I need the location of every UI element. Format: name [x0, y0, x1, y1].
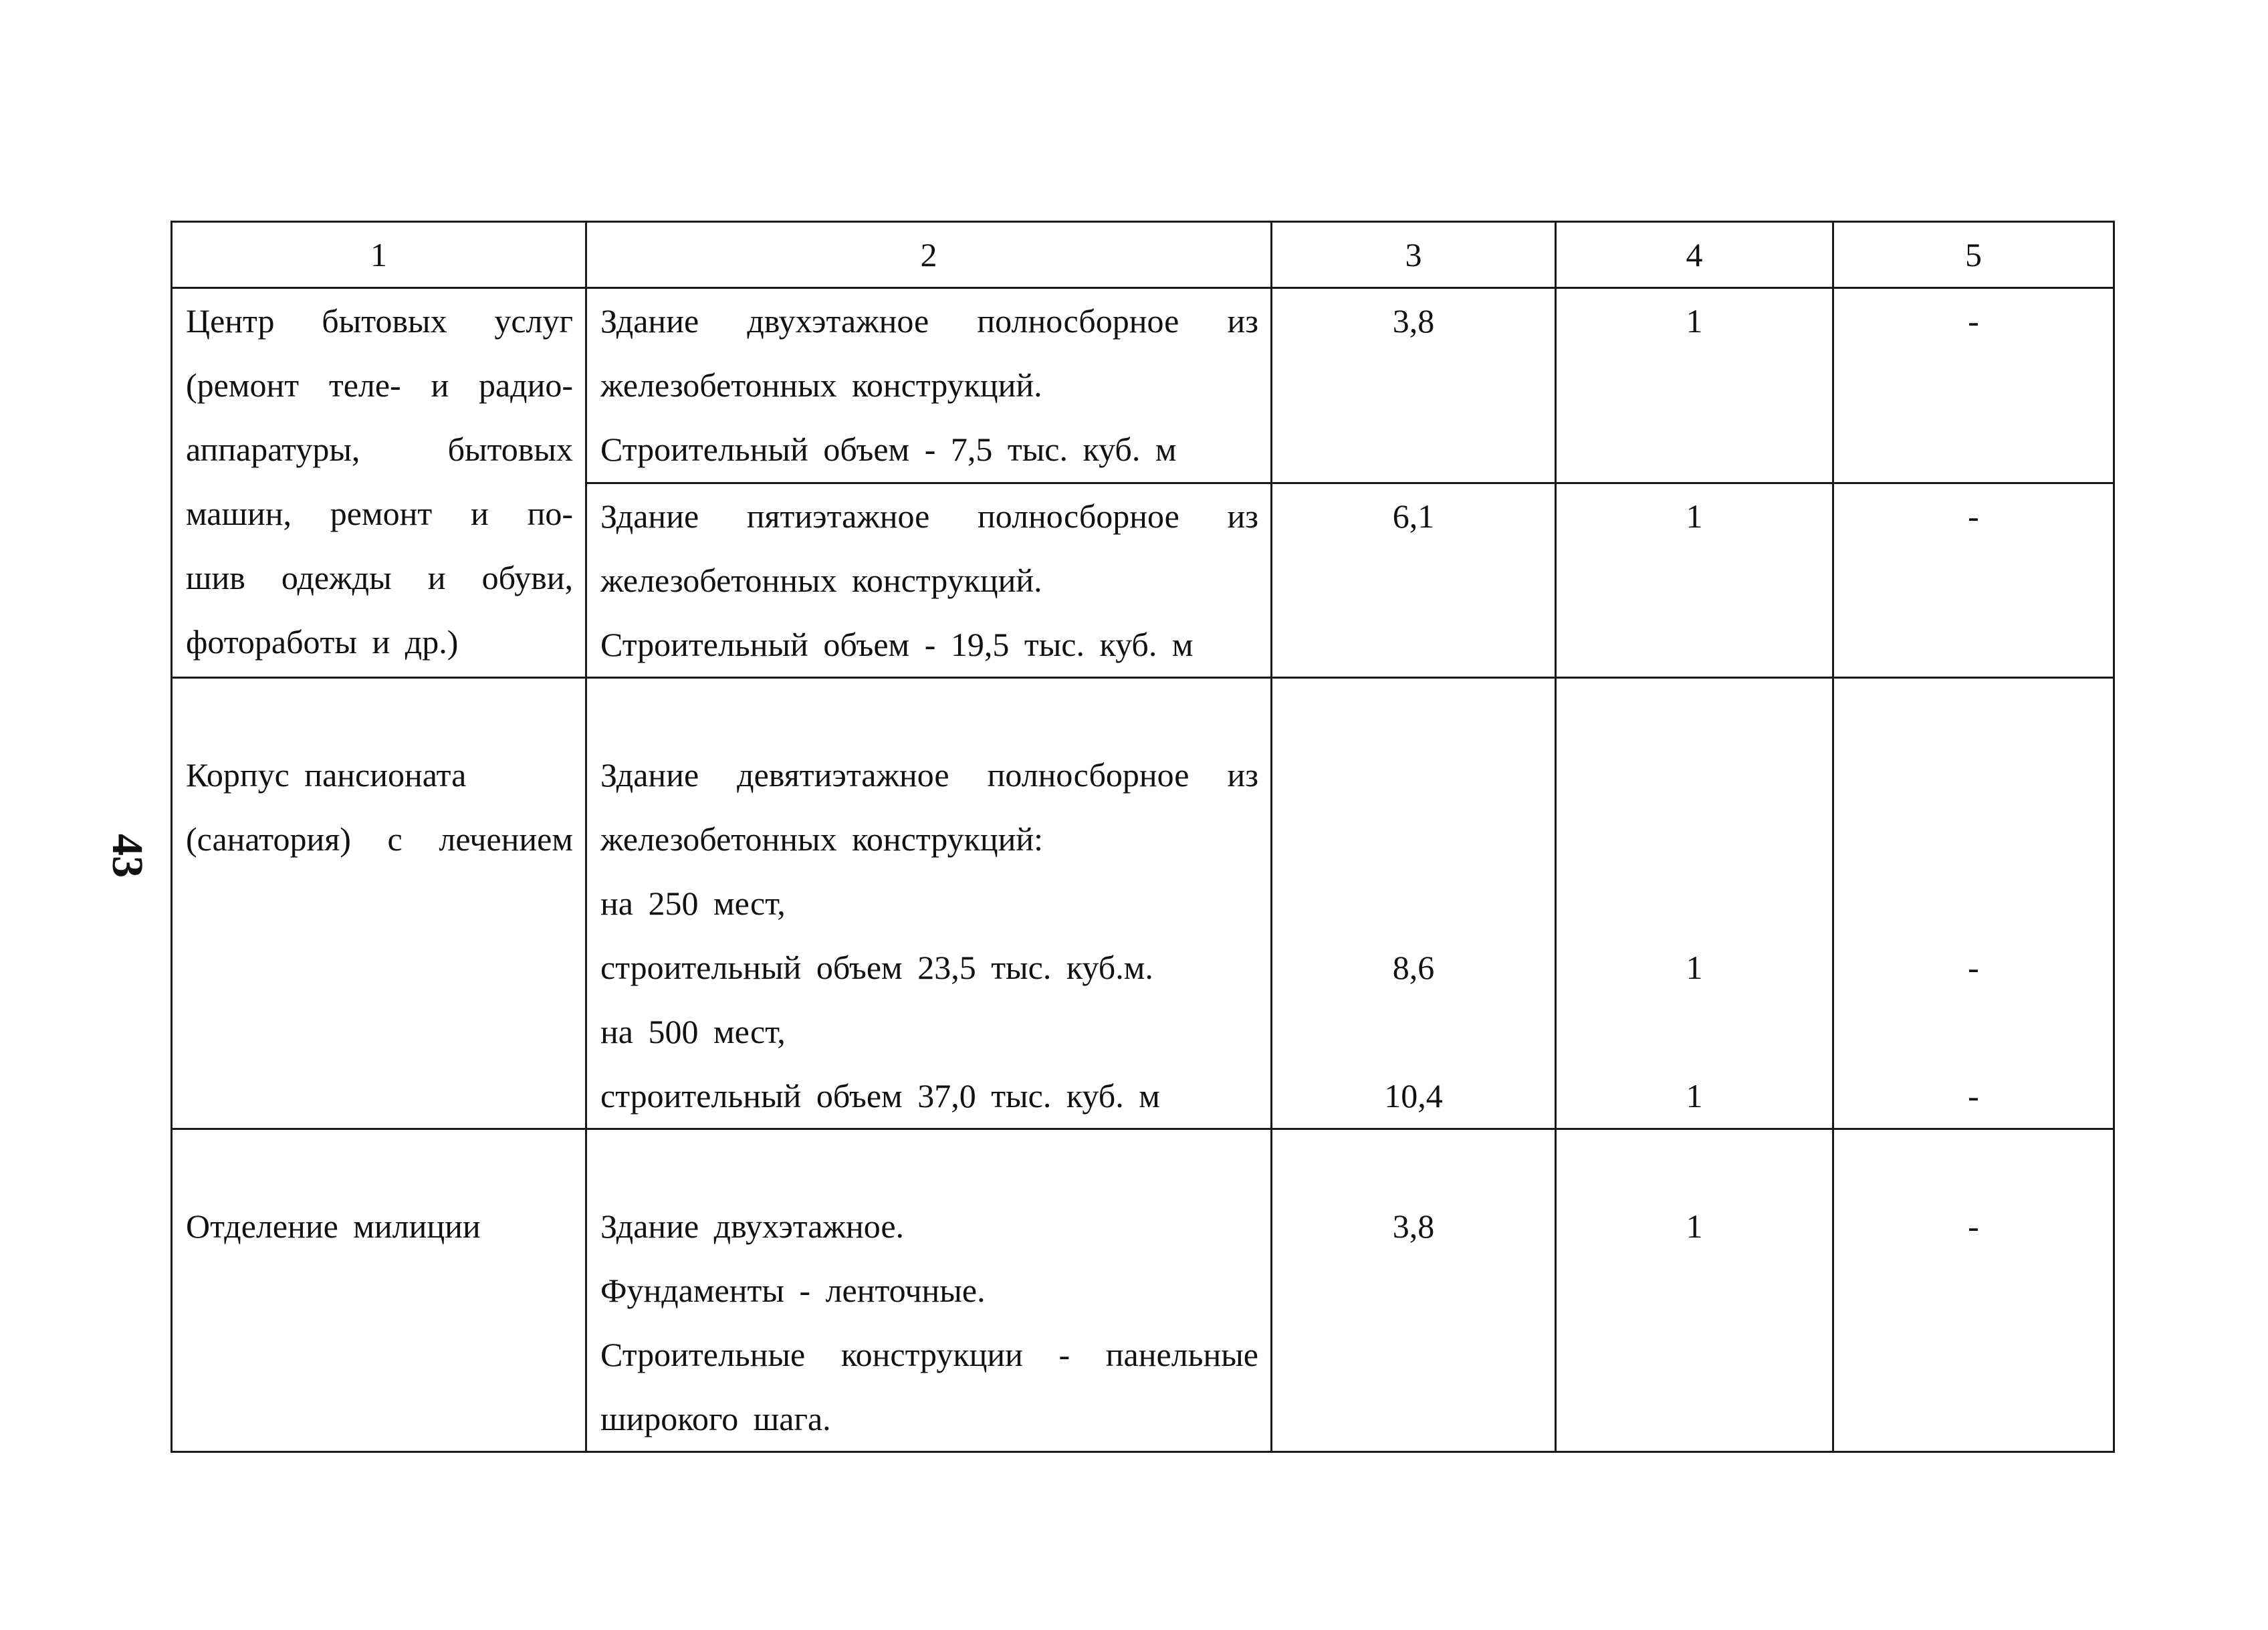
value: 6,1: [1392, 497, 1435, 535]
cell-col-5: [1833, 288, 2114, 483]
text-line: железобетонных конструкций.: [600, 366, 1042, 404]
cell-col-5: [1833, 1129, 2114, 1452]
value: -: [1968, 1207, 1979, 1245]
text-line: Строительный объем - 7,5 тыс. куб. м: [600, 431, 1177, 468]
text-line: аппаратуры, бытовых: [186, 431, 573, 468]
text-line: машин, ремонт и по-: [186, 495, 573, 532]
value: -: [1968, 1077, 1979, 1115]
cell-facility-name: [172, 678, 586, 1129]
value: 10,4: [1384, 1077, 1443, 1115]
text-line: (санатория) с лечением: [186, 820, 573, 858]
header-col-5: 5: [1833, 222, 2114, 288]
page-number: 43: [103, 834, 152, 878]
cell-col-3: [1272, 288, 1556, 483]
cell-facility-name: [172, 288, 586, 678]
table-header-row: [172, 222, 2114, 288]
header-col-3: 3: [1272, 222, 1556, 288]
text-line: железобетонных конструкций:: [600, 820, 1044, 858]
value: -: [1968, 497, 1979, 535]
text-line: Корпус пансионата: [186, 756, 467, 794]
header-col-1: 1: [172, 222, 586, 288]
cell-col-4: [1556, 288, 1833, 483]
value: 3,8: [1392, 1207, 1435, 1245]
cell-col-4: [1556, 483, 1833, 678]
text-line: Здание двухэтажное полносборное из: [600, 302, 1258, 340]
cell-col-3: [1272, 483, 1556, 678]
cell-description: [586, 483, 1272, 678]
value: 1: [1686, 302, 1703, 340]
cell-col-4: [1556, 678, 1833, 1129]
header-col-2: 2: [586, 222, 1272, 288]
text-line: на 500 мест,: [600, 1013, 786, 1050]
text-line: железобетонных конструкций.: [600, 562, 1042, 599]
cell-col-5: [1833, 483, 2114, 678]
value: 1: [1686, 497, 1703, 535]
cell-description: [586, 1129, 1272, 1452]
value: 3,8: [1392, 302, 1435, 340]
text-line: Строительный объем - 19,5 тыс. куб. м: [600, 626, 1194, 663]
text-line: Фундаменты - ленточные.: [600, 1272, 986, 1309]
cell-facility-name: [172, 1129, 586, 1452]
text-line: Центр бытовых услуг: [186, 302, 573, 340]
table-row: [172, 288, 2114, 483]
cell-col-5: [1833, 678, 2114, 1129]
cell-description: [586, 678, 1272, 1129]
text-line: фоторабoты и др.): [186, 623, 459, 661]
value: 1: [1686, 1077, 1703, 1115]
text-line: широкого шага.: [600, 1400, 831, 1437]
value: 1: [1686, 1207, 1703, 1245]
value: 8,6: [1392, 949, 1435, 986]
text-line: Здание двухэтажное.: [600, 1207, 905, 1245]
text-line: шив одежды и обуви,: [186, 559, 573, 596]
cell-description: [586, 288, 1272, 483]
text-line: Здание девятиэтажное полносборное из: [600, 756, 1258, 794]
text-line: строительный объем 37,0 тыс. куб. м: [600, 1077, 1160, 1115]
cell-col-3: [1272, 678, 1556, 1129]
text-line: (ремонт теле- и радио-: [186, 366, 573, 404]
text-line: строительный объем 23,5 тыс. куб.м.: [600, 949, 1153, 986]
text-line: на 250 мест,: [600, 885, 786, 922]
header-col-4: 4: [1556, 222, 1833, 288]
cell-col-4: [1556, 1129, 1833, 1452]
text-line: Здание пятиэтажное полносборное из: [600, 497, 1258, 535]
value: 1: [1686, 949, 1703, 986]
cell-col-3: [1272, 1129, 1556, 1452]
value: -: [1968, 302, 1979, 340]
table-row: [172, 1129, 2114, 1452]
table-row: [172, 678, 2114, 1129]
text-line: Строительные конструкции - панельные: [600, 1336, 1258, 1373]
specification-table: [171, 221, 2115, 1453]
text-line: Отделение милиции: [186, 1207, 481, 1245]
value: -: [1968, 949, 1979, 986]
